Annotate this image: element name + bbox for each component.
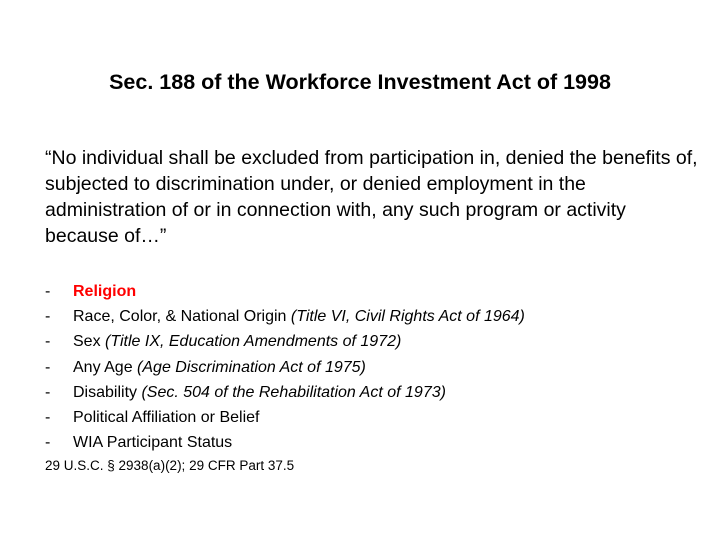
list-item xyxy=(45,329,525,354)
list-item xyxy=(45,304,525,329)
item-sex xyxy=(73,329,401,354)
list-item xyxy=(45,355,525,380)
bullet-dash: - xyxy=(45,409,51,427)
list-item xyxy=(45,279,525,304)
item-label: Disability xyxy=(73,383,142,401)
item-age xyxy=(73,355,366,380)
statute-quote: “No individual shall be excluded from participation in, denied the benefits of, subjected to discrimination under, or denied employment in the administration of or in connection with, any such program or activity because of…” xyxy=(45,147,698,247)
bullet-dash: - xyxy=(45,383,51,401)
item-statute-note: (Sec. 504 of the Rehabilitation Act of 1973) xyxy=(141,383,446,401)
item-disability xyxy=(73,380,446,405)
item-statute-note: (Title VI, Civil Rights Act of 1964) xyxy=(290,308,525,326)
item-label: Race, Color, & National Origin xyxy=(73,308,291,326)
legal-citation: 29 U.S.C. § 2938(a)(2); 29 CFR Part 37.5 xyxy=(45,458,295,473)
list-item xyxy=(45,430,525,455)
item-label: Any Age xyxy=(73,358,138,376)
bullet-dash: - xyxy=(45,358,51,376)
list-item xyxy=(45,405,525,430)
item-race-color-origin xyxy=(73,304,525,329)
bullet-dash: - xyxy=(45,283,51,300)
list-item xyxy=(45,380,525,405)
item-label: Sex xyxy=(73,333,106,351)
slide-title: Sec. 188 of the Workforce Investment Act of 1998 xyxy=(109,70,611,94)
protected-categories-list xyxy=(45,279,525,455)
item-religion: Religion xyxy=(73,283,137,300)
item-political-affiliation: Political Affiliation or Belief xyxy=(73,409,260,427)
bullet-dash: - xyxy=(45,434,51,452)
item-statute-note: (Age Discrimination Act of 1975) xyxy=(137,358,366,376)
bullet-dash: - xyxy=(45,333,51,351)
item-statute-note: (Title IX, Education Amendments of 1972) xyxy=(105,333,402,351)
item-participant-status: WIA Participant Status xyxy=(73,434,233,452)
bullet-dash: - xyxy=(45,308,51,326)
